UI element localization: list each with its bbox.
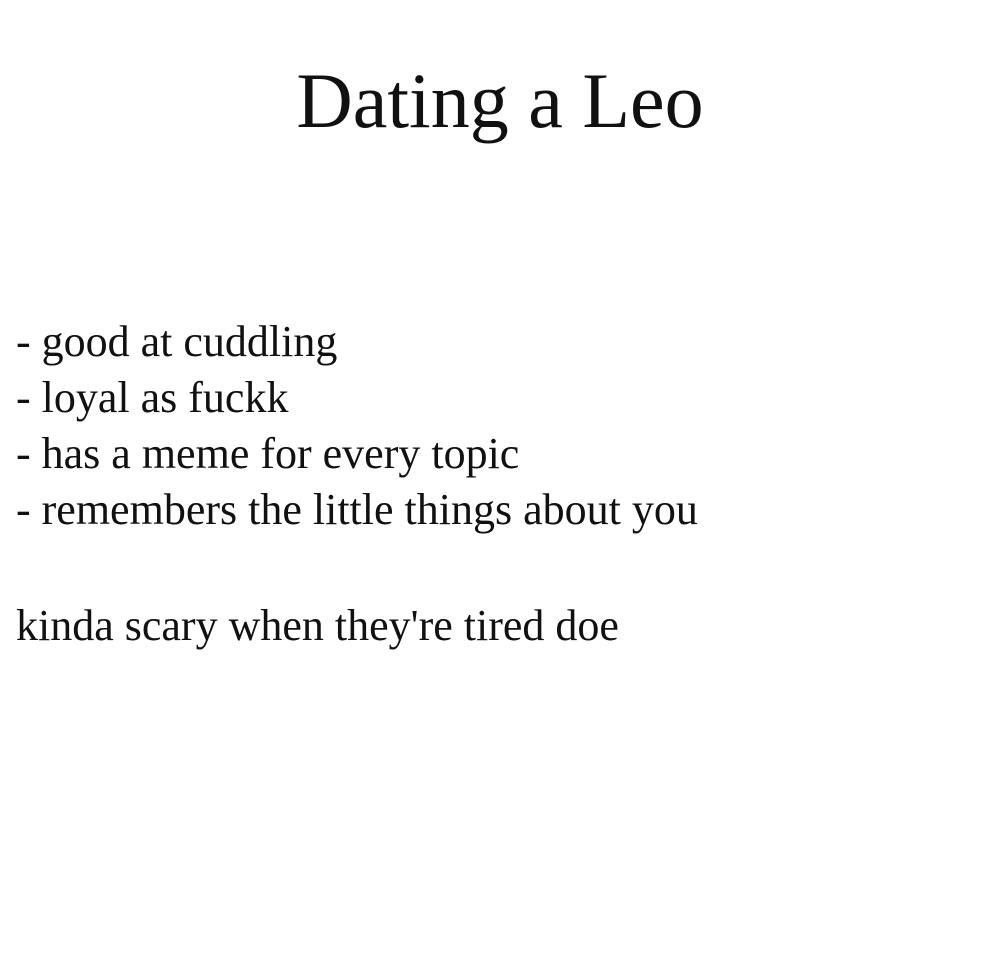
list-item: - remembers the little things about you <box>16 485 698 534</box>
page-title: Dating a Leo <box>296 57 704 144</box>
list-item: - loyal as fuckk <box>16 373 289 422</box>
closing-line: kinda scary when they're tired doe <box>16 601 619 650</box>
list-item: - good at cuddling <box>16 317 338 366</box>
list-item: - has a meme for every topic <box>16 429 520 478</box>
traits-list <box>16 314 698 538</box>
